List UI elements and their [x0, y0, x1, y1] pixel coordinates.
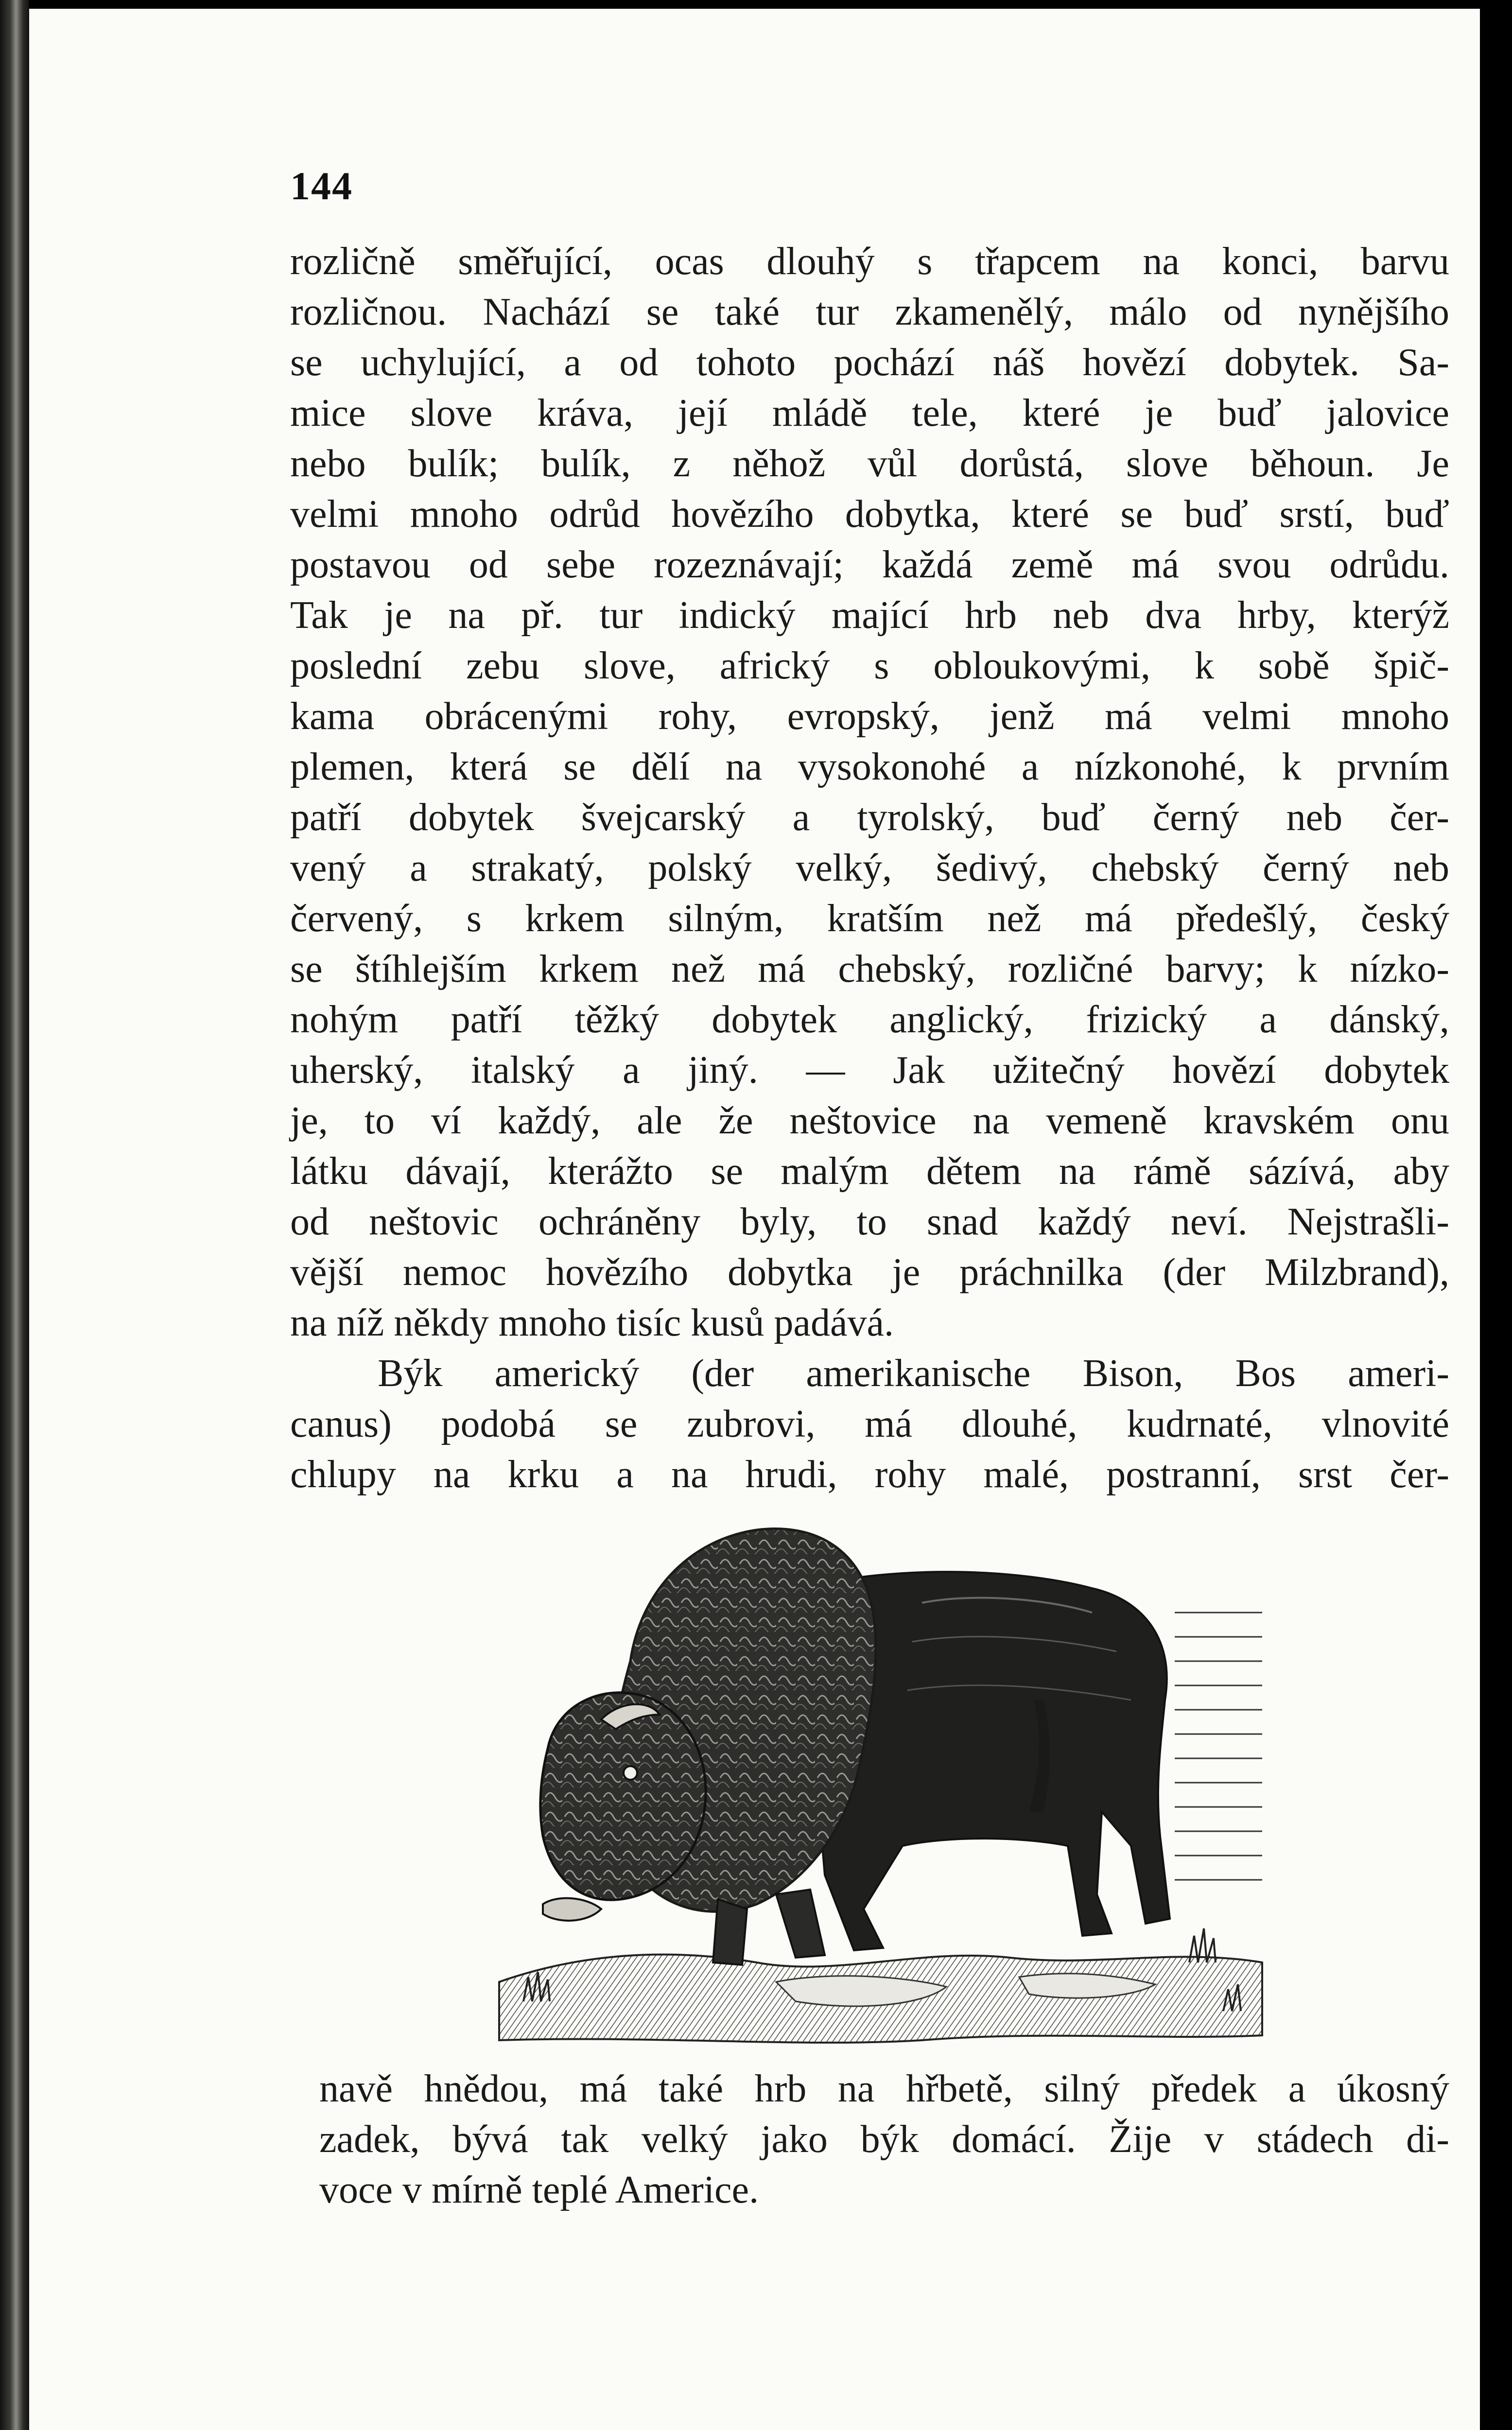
book-spine-edge	[0, 0, 29, 2430]
text-line: zadek, bývá tak velký jako býk domácí. Žije v stádech di-	[319, 2118, 1449, 2161]
text-line: Tak je na př. tur indický mající hrb neb dva hrby, kterýž	[290, 594, 1449, 637]
text-line: chlupy na krku a na hrudi, rohy malé, postranní, srst čer-	[290, 1453, 1449, 1496]
text-line: poslední zebu slove, africký s obloukovými, k sobě špič-	[290, 644, 1449, 687]
text-line: vený a strakatý, polský velký, šedivý, chebský černý neb	[290, 847, 1449, 889]
text-line: je, to ví každý, ale že neštovice na vemeně kravském onu	[290, 1099, 1449, 1142]
text-line: plemen, která se dělí na vysokonohé a nízkonohé, k prvním	[290, 746, 1449, 788]
text-line: rozličnou. Nachází se také tur zkamenělý, málo od nynějšího	[290, 291, 1449, 333]
text-line: vější nemoc hovězího dobytka je práchnilka (der Milzbrand),	[290, 1251, 1449, 1294]
text-line: voce v mírně teplé Americe.	[319, 2169, 759, 2211]
text-line: patří dobytek švejcarský a tyrolský, buď černý neb čer-	[290, 796, 1449, 839]
text-line: nohým patří těžký dobytek anglický, frizický a dánský,	[290, 998, 1449, 1041]
text-line: látku dávají, kterážto se malým dětem na rámě sázívá, aby	[290, 1150, 1449, 1193]
text-line: rozličně směřující, ocas dlouhý s třapcem na konci, barvu	[290, 240, 1449, 283]
text-line: červený, s krkem silným, kratším než má předešlý, český	[290, 897, 1449, 940]
text-line: nebo bulík; bulík, z něhož vůl dorůstá, slove běhoun. Je	[290, 442, 1449, 485]
text-line: se uchylující, a od tohoto pochází náš hovězí dobytek. Sa-	[290, 341, 1449, 384]
text-line: navě hnědou, má také hrb na hřbetě, silný předek a úkosný	[319, 2067, 1449, 2110]
text-line: canus) podobá se zubrovi, má dlouhé, kudrnaté, vlnovité	[290, 1403, 1449, 1445]
text-line: postavou od sebe rozeznávají; každá země má svou odrůdu.	[290, 543, 1449, 586]
text-line: se štíhlejším krkem než má chebský, rozličné barvy; k nízko-	[290, 948, 1449, 990]
text-line: Býk americký (der amerikanische Bison, Bos ameri-	[378, 1352, 1449, 1395]
page-border	[1480, 0, 1512, 2430]
text-line: velmi mnoho odrůd hovězího dobytka, které se buď srstí, buď	[290, 493, 1449, 536]
book-page	[29, 9, 1480, 2430]
text-line: kama obrácenými rohy, evropský, jenž má velmi mnoho	[290, 695, 1449, 738]
main-text	[290, 236, 1449, 1500]
bison-eye	[624, 1766, 637, 1780]
text-line: uherský, italský a jiný. — Jak užitečný hovězí dobytek	[290, 1049, 1449, 1092]
continued-text	[319, 2064, 1449, 2215]
bison-engraving	[485, 1496, 1272, 2055]
page-number: 144	[290, 164, 353, 208]
text-line: mice slove kráva, její mládě tele, které je buď jalovice	[290, 392, 1449, 434]
text-line: na níž někdy mnoho tisíc kusů padává.	[290, 1302, 894, 1344]
text-line: od neštovic ochráněny byly, to snad každý neví. Nejstrašli-	[290, 1200, 1449, 1243]
